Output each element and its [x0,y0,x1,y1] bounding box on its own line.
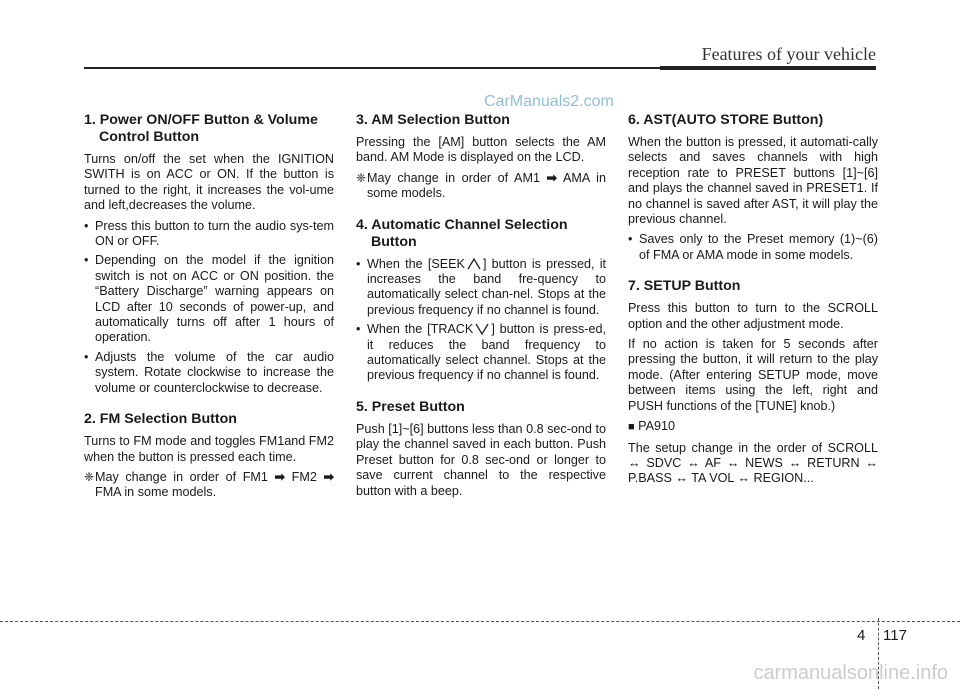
note-text: May change in order of FM1 [95,469,275,484]
arrow-right-icon: ➡ [546,170,558,185]
section-preset [356,399,606,499]
square-bullet-icon: ■ [628,421,635,434]
header-rule-accent [660,66,876,70]
arrow-right-icon: ➡ [274,469,286,484]
note-text: AMA in some models. [367,170,606,201]
section-title: 4. Automatic Channel Selection Button [356,216,568,250]
bullet-text: ] button is press-ed, it reduces the band frequency to automatically select channel. Stops at the previous frequency if no channel is found. [367,322,606,383]
bullet-item: • Saves only to the Preset memory (1)~(6) of FMA or AMA mode in some models. [628,232,878,263]
bullet-item [356,257,606,319]
bullet-list [84,219,334,396]
seek-up-icon [466,257,482,271]
bullet-list [628,232,878,263]
header-title: Features of your vehicle [701,44,876,64]
section-setup [628,278,878,486]
bullet-text: When the [TRACK [367,322,474,337]
bullet-item: • Adjusts the volume of the car audio system. Rotate clockwise to increase the volume or counterclockwise to decrease. [84,350,334,396]
page-number: 117 [883,627,907,644]
bullet-text: When the [SEEK [367,256,465,271]
note-item [84,470,334,501]
bullet-text: ] button is pressed, it increases the band fre-quency to automatically select chan-nel. Stops at the previous frequency if no channel is found. [367,256,606,317]
note-symbol: ❈ [84,469,95,484]
section-paragraph: Turns on/off the set when the IGNITION SWITH is on ACC or ON. If the button is turned to the right, it increases the vol-ume and left,decreases the volume. [84,152,334,213]
section-power-volume [84,112,334,396]
section-ast [628,112,878,263]
section-title: 3. AM Selection Button [356,112,510,128]
column-left [84,112,334,516]
chapter-number: 4 [857,627,866,644]
model-code: PA910 [638,419,676,434]
note-text: FMA in some models. [95,485,217,500]
column-middle [356,112,606,514]
section-title: 2. FM Selection Button [84,411,237,428]
note-text: May change in order of AM1 [367,170,547,185]
section-am [356,112,606,202]
arrow-right-icon: ➡ [323,469,334,484]
bullet-item: • Depending on the model if the ignition switch is not on ACC or ON position. the “Battery Discharge” warning appears on LCD after 10 seconds of power-up, and automatically turns off after 1 hours of operation. [84,253,334,345]
note-list [84,470,334,501]
note-text: FM2 [285,469,324,484]
section-paragraph: When the button is pressed, it automati-cally selects and saves channels with high reception rate to PRESET buttons [1]~[6] and plays the channel saved in PRESET1. If no channel is saved after AST, it will play the previous channel. [628,135,878,227]
bullet-item [356,322,606,384]
section-fm [84,411,334,501]
section-paragraph: Push [1]~[6] buttons less than 0.8 sec-ond to play the channel saved in each button. Push Preset button for 0.8 sec-ond or longer to save current channel to the respective button with a beep. [356,421,606,498]
section-paragraph: Pressing the [AM] button selects the AM band. AM Mode is displayed on the LCD. [356,135,606,165]
note-list [356,171,606,202]
column-right [628,112,878,502]
track-down-icon [474,322,490,336]
section-title: 6. AST(AUTO STORE Button) [628,112,824,128]
footer-rule [0,621,960,622]
footer-site-link[interactable]: carmanualsonline.info [753,662,948,684]
bullet-item: • Press this button to turn the audio sys-tem ON or OFF. [84,219,334,250]
section-paragraph: The setup change in the order of SCROLL ↔ SDVC ↔ AF ↔ NEWS ↔ RETURN ↔ P.BASS ↔ TA VOL ↔ REGION... [628,440,878,486]
section-paragraph: Turns to FM mode and toggles FM1and FM2 when the button is pressed each time. [84,434,334,464]
note-symbol: ❈ [356,170,367,185]
section-paragraph: If no action is taken for 5 seconds after pressing the button, it will return to the play mode. (After entering SETUP mode, move between items using the left, right and PUSH functions of the [TUNE] knob.) [628,337,878,413]
note-item [356,171,606,202]
section-title: 7. SETUP Button [628,278,741,295]
section-title: 5. Preset Button [356,398,465,415]
section-auto-channel [356,217,606,384]
section-title: 1. Power ON/OFF Button & Volume Control Button [84,112,318,145]
model-label [628,419,878,435]
section-paragraph: Press this button to turn to the SCROLL option and the other adjustment mode. [628,301,878,331]
watermark-link[interactable]: CarManuals2.com [484,93,614,110]
bullet-list [356,257,606,384]
